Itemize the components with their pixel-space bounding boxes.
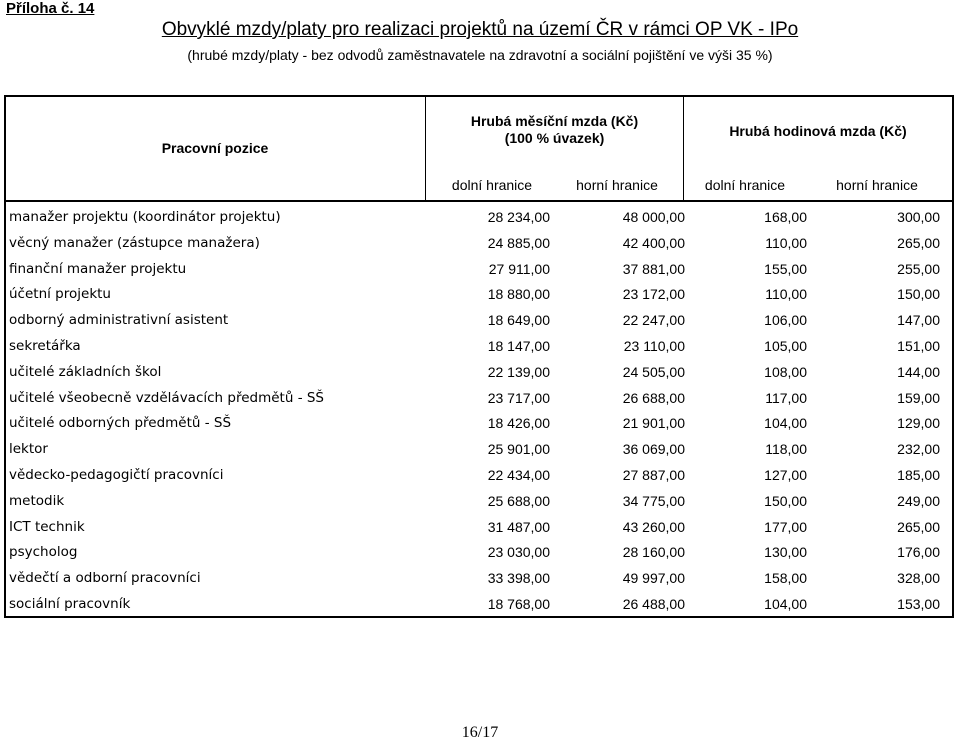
hourly-lower-cell: 158,00 [764,570,807,587]
header-hourly: Hrubá hodinová mzda (Kč) [729,123,907,139]
monthly-upper-cell: 27 887,00 [622,466,685,483]
hourly-upper-cell: 144,00 [897,363,940,380]
document-subtitle: (hrubé mzdy/platy - bez odvodů zaměstnavatele na zdravotní a sociální pojištění ve výši 35 %) [187,47,773,63]
monthly-upper-cell: 22 247,00 [622,312,685,329]
subheader-monthly-upper: horní hranice [576,177,658,193]
table-row [9,334,949,360]
hourly-lower-cell: 106,00 [764,312,807,329]
hourly-lower-cell: 110,00 [765,234,807,251]
hourly-lower-cell: 155,00 [764,260,807,277]
hourly-upper-cell: 153,00 [897,595,940,612]
hourly-upper-cell: 249,00 [897,492,940,509]
monthly-lower-cell: 18 426,00 [487,415,550,432]
position-cell: sociální pracovník [9,595,131,612]
position-cell: učitelé základních škol [9,363,162,380]
monthly-lower-cell: 22 434,00 [487,466,550,483]
monthly-upper-cell: 36 069,00 [622,441,685,458]
monthly-lower-cell: 31 487,00 [487,518,550,535]
monthly-lower-cell: 18 649,00 [487,312,550,329]
hourly-upper-cell: 265,00 [897,234,940,251]
table-row [9,463,949,489]
position-cell: metodik [9,492,65,509]
position-cell: psycholog [9,544,78,561]
position-cell: učitelé všeobecně vzdělávacích předmětů - SŠ [9,389,324,406]
header-monthly-line2: (100 % úvazek) [504,130,605,146]
hourly-lower-cell: 127,00 [764,466,807,483]
table-row [9,257,949,283]
position-cell: vědecko-pedagogičtí pracovníci [9,466,224,483]
hourly-lower-cell: 117,00 [765,389,807,406]
monthly-upper-cell: 48 000,00 [622,209,685,225]
hourly-lower-cell: 104,00 [764,595,807,612]
table-row [9,231,949,257]
monthly-lower-cell: 22 139,00 [487,363,550,380]
monthly-lower-cell: 25 901,00 [487,441,550,458]
table-row [9,566,949,592]
monthly-upper-cell: 34 775,00 [622,492,685,509]
table-body [9,205,949,618]
monthly-upper-cell: 37 881,00 [622,260,685,277]
hourly-upper-cell: 255,00 [897,260,940,277]
header-divider [4,200,954,202]
position-cell: finanční manažer projektu [9,260,187,277]
position-cell: učitelé odborných předmětů - SŠ [9,415,232,432]
table-row [9,282,949,308]
hourly-upper-cell: 129,00 [897,415,940,432]
header-divider-v2 [683,95,684,201]
position-cell: manažer projektu (koordinátor projektu) [9,209,281,225]
table-row [9,411,949,437]
position-cell: věcný manažer (zástupce manažera) [9,234,260,251]
position-cell: ICT technik [9,518,85,535]
page-number: 16/17 [461,724,499,741]
hourly-lower-cell: 118,00 [765,441,807,458]
position-cell: odborný administrativní asistent [9,312,229,329]
table-row [9,205,949,231]
monthly-lower-cell: 18 768,00 [487,595,550,612]
table-row [9,386,949,412]
header-position: Pracovní pozice [161,140,269,156]
monthly-lower-cell: 28 234,00 [487,209,550,225]
monthly-lower-cell: 18 880,00 [487,286,550,303]
hourly-lower-cell: 168,00 [764,209,807,225]
position-cell: účetní projektu [9,286,111,303]
hourly-lower-cell: 105,00 [764,337,807,354]
hourly-upper-cell: 300,00 [897,209,940,225]
monthly-lower-cell: 18 147,00 [487,337,550,354]
hourly-upper-cell: 147,00 [897,312,940,329]
monthly-upper-cell: 43 260,00 [622,518,685,535]
hourly-upper-cell: 232,00 [897,441,940,458]
header-monthly-line1: Hrubá měsíční mzda (Kč) [470,113,639,129]
table-row [9,592,949,618]
hourly-upper-cell: 328,00 [897,570,940,587]
hourly-upper-cell: 151,00 [897,337,940,354]
hourly-upper-cell: 185,00 [897,466,940,483]
monthly-upper-cell: 26 688,00 [622,389,685,406]
hourly-lower-cell: 110,00 [765,286,807,303]
position-cell: lektor [9,441,48,458]
hourly-upper-cell: 159,00 [897,389,940,406]
monthly-lower-cell: 27 911,00 [488,260,550,277]
table-row [9,489,949,515]
hourly-lower-cell: 130,00 [764,544,807,561]
position-cell: vědečtí a odborní pracovníci [9,570,201,587]
header-monthly [426,113,683,147]
document-title: Obvyklé mzdy/platy pro realizaci projektů na území ČR v rámci OP VK - IPo [161,19,799,40]
monthly-upper-cell: 23 172,00 [622,286,685,303]
monthly-upper-cell: 26 488,00 [622,595,685,612]
attachment-label: Příloha č. 14 [6,0,95,17]
hourly-lower-cell: 104,00 [764,415,807,432]
hourly-upper-cell: 150,00 [897,286,940,303]
monthly-lower-cell: 23 030,00 [487,544,550,561]
monthly-upper-cell: 21 901,00 [622,415,685,432]
monthly-upper-cell: 24 505,00 [622,363,685,380]
table-row [9,308,949,334]
monthly-lower-cell: 24 885,00 [487,234,550,251]
monthly-lower-cell: 33 398,00 [487,570,550,587]
table-row [9,515,949,541]
table-row [9,360,949,386]
subheader-hourly-upper: horní hranice [836,177,918,193]
monthly-lower-cell: 25 688,00 [487,492,550,509]
subheader-monthly-lower: dolní hranice [451,177,533,193]
table-row [9,437,949,463]
monthly-upper-cell: 42 400,00 [622,234,685,251]
monthly-lower-cell: 23 717,00 [487,389,550,406]
position-cell: sekretářka [9,337,81,354]
hourly-upper-cell: 265,00 [897,518,940,535]
hourly-lower-cell: 177,00 [764,518,807,535]
monthly-upper-cell: 49 997,00 [622,570,685,587]
hourly-lower-cell: 150,00 [764,492,807,509]
header-divider-v1 [425,95,426,201]
hourly-lower-cell: 108,00 [764,363,807,380]
subheader-hourly-lower: dolní hranice [704,177,786,193]
table-row [9,540,949,566]
monthly-upper-cell: 23 110,00 [623,337,685,354]
monthly-upper-cell: 28 160,00 [622,544,685,561]
hourly-upper-cell: 176,00 [897,544,940,561]
